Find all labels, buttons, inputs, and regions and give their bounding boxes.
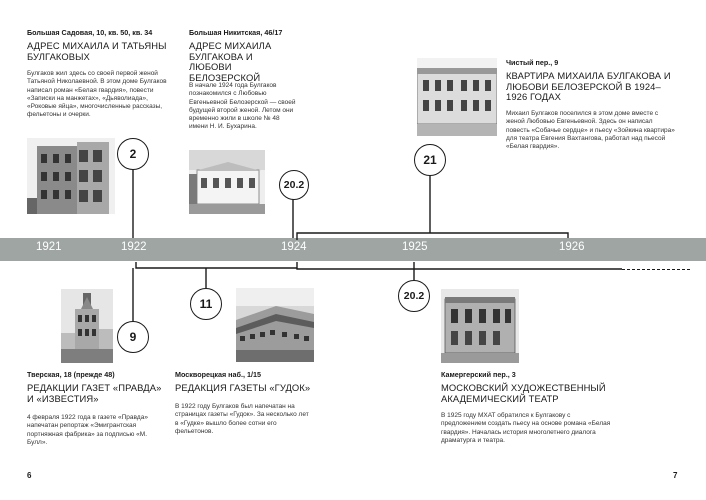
year-marker: 2 xyxy=(117,138,149,170)
entry-title: РЕДАКЦИЯ ГАЗЕТЫ «ГУДОК» xyxy=(175,382,311,393)
entry-title: КВАРТИРА МИХАИЛА БУЛГАКОВА И ЛЮБОВИ БЕЛОЗЕРСКОЙ В 1924–1926 ГОДАХ xyxy=(506,70,671,102)
entry-text: В 1925 году МХАТ обратился к Булгакову с предложением создать пьесу на основе романа «Белая гвардия». Началась история многолетнего диалога драматурга и театра. xyxy=(441,412,611,444)
year-label: 1924 xyxy=(281,241,307,253)
year-label: 1922 xyxy=(121,241,147,253)
entry-text: В начале 1924 года Булгаков познакомился с Любовью Евгеньевной Белозерской — своей будущей второй женой. Летом они временно жили в школе № 48 имени Н. И. Бухарина. xyxy=(189,82,296,131)
entry-address: Москворецкая наб., 1/15 xyxy=(175,370,261,379)
entry-address: Чистый пер., 9 xyxy=(506,58,559,67)
entry-title: МОСКОВСКИЙ ХУДОЖЕСТВЕННЫЙ АКАДЕМИЧЕСКИЙ ТЕАТР xyxy=(441,382,606,404)
year-label: 1921 xyxy=(36,241,62,253)
page-number-right: 7 xyxy=(673,471,678,480)
year-marker: 20.2 xyxy=(279,170,309,200)
entry-address: Камергерский пер., 3 xyxy=(441,370,516,379)
year-marker: 21 xyxy=(414,144,446,176)
entry-text: В 1922 году Булгаков был напечатан на страницах газеты «Гудок». За несколько лет в «Гудке» вышло более сотни его фельетонов. xyxy=(175,403,309,435)
entry-address: Большая Садовая, 10, кв. 50, кв. 34 xyxy=(27,28,153,37)
year-label: 1925 xyxy=(402,241,428,253)
year-label: 1926 xyxy=(559,241,585,253)
year-marker: 11 xyxy=(190,288,222,320)
entry-text: Михаил Булгаков поселился в этом доме вместе с женой Любовью Евгеньевной. Здесь он написал повесть «Собачье сердце» и пьесу «Зойкина квартира» для театра Евгения Вахтангова, работал над пьесой «Белая гвардия». xyxy=(506,110,675,151)
building-photo xyxy=(61,289,113,363)
entry-text: Булгаков жил здесь со своей первой женой Татьяной Николаевной. В этом доме Булгаков написал роман «Белая гвардия», повести «Записки на манжетах», «Дьяволиада», «Роковые яйца», многочисленные рассказы, фельетоны и очерки. xyxy=(27,70,167,119)
entry-text: 4 февраля 1922 года в газете «Правда» напечатан репортаж «Эмигрантская портняжная фабрика» за подписью «М. Булл». xyxy=(27,414,148,446)
building-photo xyxy=(236,288,314,362)
year-marker: 20.2 xyxy=(398,280,430,312)
entry-title: АДРЕС МИХАИЛА И ТАТЬЯНЫ БУЛГАКОВЫХ xyxy=(27,40,167,62)
entry-address: Тверская, 18 (прежде 48) xyxy=(27,370,115,379)
building-photo xyxy=(441,289,519,363)
entry-title: РЕДАКЦИИ ГАЗЕТ «ПРАВДА» И «ИЗВЕСТИЯ» xyxy=(27,382,162,404)
year-marker: 9 xyxy=(117,321,149,353)
entry-address: Большая Никитская, 46/17 xyxy=(189,28,283,37)
page-number-left: 6 xyxy=(27,471,32,480)
entry-title: АДРЕС МИХАИЛА БУЛГАКОВА И ЛЮБОВИ БЕЛОЗЕРСКОЙ xyxy=(189,40,272,83)
